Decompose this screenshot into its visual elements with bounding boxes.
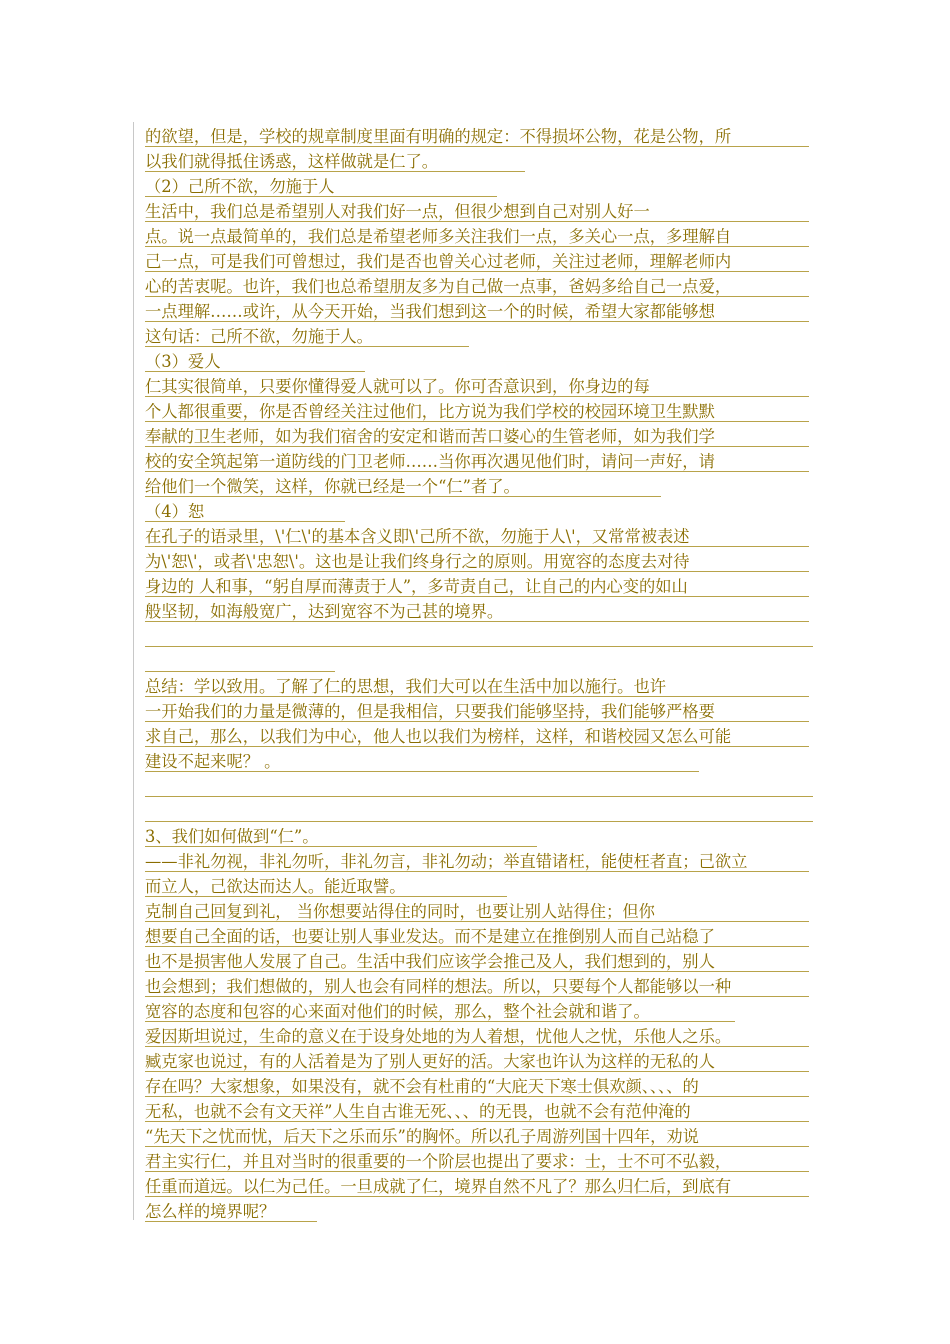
- text-line: [145, 1174, 813, 1199]
- text-line-content: 君主实行仁，并且对当时的很重要的一个阶层也提出了要求：士，士不可不弘毅，: [145, 1152, 732, 1171]
- text-line: [145, 699, 813, 724]
- underline: [145, 1071, 809, 1072]
- text-line-content: 给他们一个微笑，这样，你就已经是一个“仁”者了。: [145, 477, 520, 496]
- blank-line: [145, 799, 813, 824]
- underline: [145, 146, 809, 147]
- text-line: [145, 174, 813, 199]
- text-line-content: 以我们就得抵住诱惑，这样做就是仁了。: [145, 152, 439, 171]
- text-line: [145, 149, 813, 174]
- text-line-content: ——非礼勿视，非礼勿听，非礼勿言，非礼勿动；举直错诸枉，能使枉者直；己欲立: [145, 852, 748, 871]
- blank-line: [145, 624, 813, 649]
- underline: [145, 296, 809, 297]
- text-line: [145, 1024, 813, 1049]
- text-line-content: 臧克家也说过，有的人活着是为了别人更好的活。大家也许认为这样的无私的人: [145, 1052, 715, 1071]
- underline: [145, 346, 469, 347]
- text-line-content: 的欲望，但是，学校的规章制度里面有明确的规定：不得损坏公物，花是公物，所: [145, 127, 732, 146]
- text-line-content: 爱因斯坦说过，生命的意义在于设身处地的为人着想，忧他人之忧，乐他人之乐。: [145, 1027, 732, 1046]
- text-line: [145, 349, 813, 374]
- underline: [145, 1146, 809, 1147]
- underline: [145, 671, 335, 672]
- text-line-content: 而立人，己欲达而达人。能近取譬。: [145, 877, 406, 896]
- underline: [145, 1021, 735, 1022]
- underline: [145, 746, 809, 747]
- underline: [145, 821, 813, 822]
- text-line: [145, 524, 813, 549]
- text-line-content: 总结：学以致用。了解了仁的思想，我们大可以在生活中加以施行。也许: [145, 677, 667, 696]
- text-line-content: 仁其实很简单，只要你懂得爱人就可以了。你可否意识到，你身边的每: [145, 377, 650, 396]
- underline: [145, 471, 809, 472]
- text-line: [145, 1049, 813, 1074]
- underline: [145, 221, 809, 222]
- text-line: [145, 574, 813, 599]
- document-body: [145, 124, 813, 1224]
- text-line: [145, 124, 813, 149]
- text-line-content: 个人都很重要，你是否曾经关注过他们，比方说为我们学校的校园环境卫生默默: [145, 402, 715, 421]
- underline: [145, 721, 809, 722]
- underline: [145, 321, 809, 322]
- text-line-content: 求自己，那么，以我们为中心，他人也以我们为榜样，这样，和谐校园又怎么可能: [145, 727, 732, 746]
- underline: [145, 771, 699, 772]
- text-line: [145, 824, 813, 849]
- text-line: [145, 1124, 813, 1149]
- text-line-content: 宽容的态度和包容的心来面对他们的时候，那么，整个社会就和谐了。: [145, 1002, 650, 1021]
- text-line-content: 建设不起来呢？ 。: [145, 752, 281, 771]
- blank-line: [145, 649, 813, 674]
- margin-rule: [133, 122, 134, 1220]
- text-line: [145, 724, 813, 749]
- underline: [145, 496, 661, 497]
- text-line-content: 一点理解……或许，从今天开始，当我们想到这一个的时候，希望大家都能够想: [145, 302, 715, 321]
- underline: [145, 996, 809, 997]
- text-line-content: “先天下之忧而忧，后天下之乐而乐”的胸怀。所以孔子周游列国十四年，劝说: [145, 1127, 699, 1146]
- underline: [145, 1121, 809, 1122]
- text-line-content: 怎么样的境界呢？: [145, 1202, 276, 1221]
- text-line-content: 也会想到；我们想做的，别人也会有同样的想法。所以，只要每个人都能够以一种: [145, 977, 732, 996]
- text-line: [145, 749, 813, 774]
- text-line: [145, 674, 813, 699]
- text-line: [145, 449, 813, 474]
- text-line: [145, 224, 813, 249]
- text-line: [145, 999, 813, 1024]
- text-line-content: 身边的 人和事，“躬自厚而薄责于人”，多苛责自己，让自己的内心变的如山: [145, 577, 688, 596]
- text-line: [145, 299, 813, 324]
- text-line-content: （4）恕: [145, 502, 205, 521]
- underline: [145, 621, 809, 622]
- underline: [145, 1221, 317, 1222]
- text-line: [145, 1074, 813, 1099]
- text-line: [145, 324, 813, 349]
- underline: [145, 371, 365, 372]
- text-line: [145, 1149, 813, 1174]
- underline: [145, 396, 809, 397]
- text-line-content: 3、我们如何做到“仁”。: [145, 827, 319, 846]
- underline: [145, 446, 809, 447]
- text-line-content: 任重而道远。以仁为己任。一旦成就了仁，境界自然不凡了？那么归仁后，到底有: [145, 1177, 732, 1196]
- underline: [145, 646, 813, 647]
- text-line: [145, 199, 813, 224]
- text-line-content: 点。说一点最简单的，我们总是希望老师多关注我们一点，多关心一点，多理解自: [145, 227, 732, 246]
- underline: [145, 196, 497, 197]
- text-line: [145, 1099, 813, 1124]
- text-line: [145, 899, 813, 924]
- underline: [145, 1046, 809, 1047]
- text-line-content: 也不是损害他人发展了自己。生活中我们应该学会推己及人，我们想到的，别人: [145, 952, 715, 971]
- text-line: [145, 549, 813, 574]
- text-line: [145, 499, 813, 524]
- underline: [145, 946, 809, 947]
- text-line: [145, 1199, 813, 1224]
- underline: [145, 971, 809, 972]
- text-line-content: （3）爱人: [145, 352, 221, 371]
- text-line-content: 在孔子的语录里，\'仁\'的基本含义即\'己所不欲，勿施于人\'，又常常被表述: [145, 527, 690, 546]
- underline: [145, 796, 813, 797]
- underline: [145, 171, 525, 172]
- text-line-content: （2）己所不欲，勿施于人: [145, 177, 335, 196]
- text-line: [145, 274, 813, 299]
- underline: [145, 696, 809, 697]
- text-line: [145, 599, 813, 624]
- text-line-content: 生活中，我们总是希望别人对我们好一点，但很少想到自己对别人好一: [145, 202, 650, 221]
- text-line-content: 般坚韧，如海般宽广，达到宽容不为己甚的境界。: [145, 602, 504, 621]
- text-line-content: 存在吗？大家想象，如果没有，就不会有杜甫的“大庇天下寒士俱欢颜、、、、的: [145, 1077, 699, 1096]
- underline: [145, 271, 809, 272]
- text-line: [145, 974, 813, 999]
- text-line: [145, 474, 813, 499]
- underline: [145, 921, 809, 922]
- text-line-content: 校的安全筑起第一道防线的门卫老师……当你再次遇见他们时，请问一声好，请: [145, 452, 715, 471]
- text-line: [145, 874, 813, 899]
- underline: [145, 1171, 809, 1172]
- text-line-content: 奉献的卫生老师，如为我们宿舍的安定和谐而苦口婆心的生管老师，如为我们学: [145, 427, 715, 446]
- text-line-content: 想要自己全面的话，也要让别人事业发达。而不是建立在推倒别人而自己站稳了: [145, 927, 715, 946]
- blank-line: [145, 774, 813, 799]
- text-line-content: 一开始我们的力量是微薄的，但是我相信，只要我们能够坚持，我们能够严格要: [145, 702, 715, 721]
- underline: [145, 1096, 809, 1097]
- text-line: [145, 924, 813, 949]
- text-line-content: 心的苦衷呢。也许，我们也总希望朋友多为自己做一点事，爸妈多给自己一点爱，: [145, 277, 732, 296]
- text-line: [145, 249, 813, 274]
- text-line-content: 这句话：己所不欲，勿施于人。: [145, 327, 373, 346]
- underline: [145, 571, 809, 572]
- underline: [145, 246, 809, 247]
- text-line: [145, 424, 813, 449]
- text-line-content: 己一点，可是我们可曾想过，我们是否也曾关心过老师，关注过老师，理解老师内: [145, 252, 732, 271]
- text-line: [145, 399, 813, 424]
- underline: [145, 1196, 809, 1197]
- text-line: [145, 374, 813, 399]
- text-line: [145, 849, 813, 874]
- text-line-content: 为\'恕\'，或者\'忠恕\'。这也是让我们终身行之的原则。用宽容的态度去对待: [145, 552, 690, 571]
- underline: [145, 896, 507, 897]
- underline: [145, 846, 537, 847]
- underline: [145, 421, 809, 422]
- underline: [145, 871, 809, 872]
- underline: [145, 546, 809, 547]
- text-line: [145, 949, 813, 974]
- text-line-content: 克制自己回复到礼， 当你想要站得住的同时，也要让别人站得住；但你: [145, 902, 655, 921]
- text-line-content: 无私，也就不会有文天祥”人生自古谁无死、、、的无畏，也就不会有范仲淹的: [145, 1102, 691, 1121]
- underline: [145, 521, 345, 522]
- underline: [145, 596, 809, 597]
